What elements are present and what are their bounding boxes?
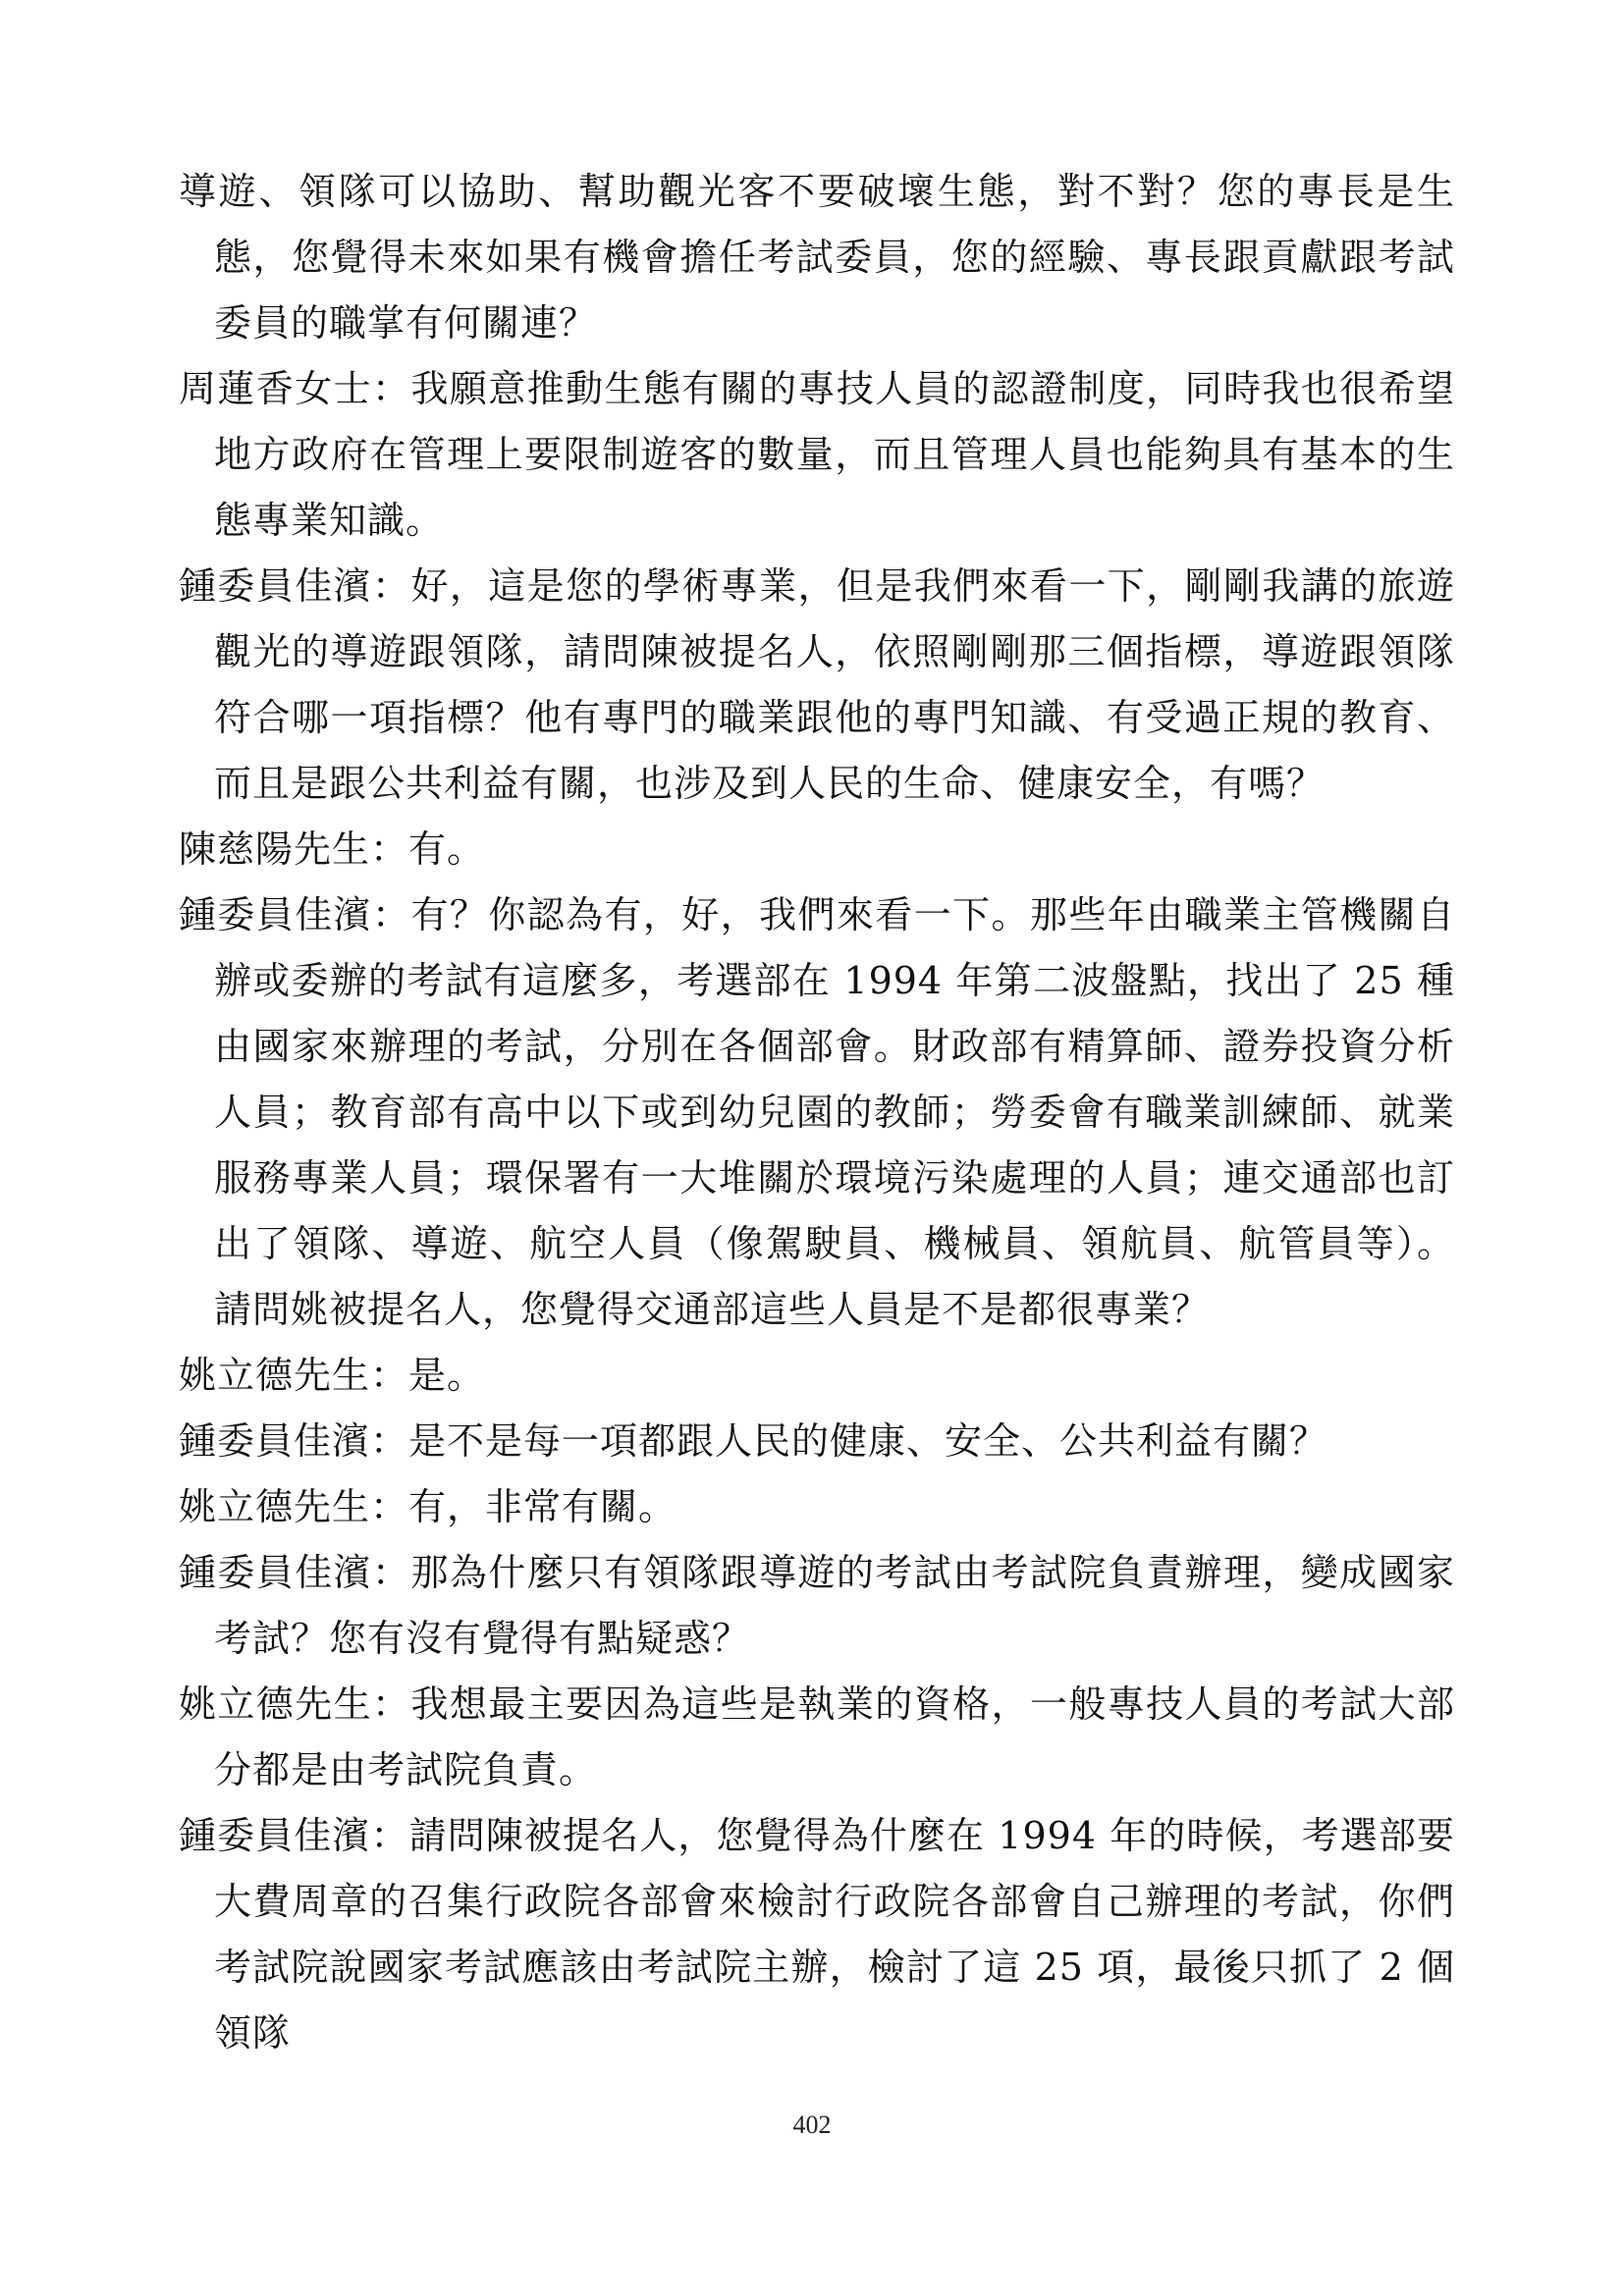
transcript-entry xyxy=(179,1672,1455,1803)
speaker-name: 姚立德先生： xyxy=(179,1682,411,1726)
page-number: 402 xyxy=(792,2110,832,2139)
transcript-entry xyxy=(179,817,1455,882)
transcript-entry xyxy=(179,1540,1455,1672)
transcript-body xyxy=(179,159,1455,2066)
speech-text: 是。 xyxy=(408,1354,486,1397)
transcript-entry xyxy=(179,1343,1455,1409)
transcript-entry xyxy=(179,1474,1455,1540)
speaker-name: 鍾委員佳濱： xyxy=(179,893,411,936)
speech-text: 有。 xyxy=(408,828,486,871)
speech-text: 我願意推動生態有關的專技人員的認證制度，同時我也很希望地方政府在管理上要限制遊客的數量，而且管理人員也能夠具有基本的生態專業知識。 xyxy=(214,367,1455,542)
speech-text: 有？你認為有，好，我們來看一下。那些年由職業主管機關自辦或委辦的考試有這麼多，考選部在 1994 年第二波盤點，找出了 25 種由國家來辦理的考試，分別在各個部會。財政部有精算師、證券投資分析人員；教育部有高中以下或到幼兒園的教師；勞委會有職業訓練師、就業服務專業人員；環保署有一大堆關於環境污染處理的人員；連交通部也訂出了領隊、導遊、航空人員（像駕駛員、機械員、領航員、航管員等）。請問姚被提名人，您覺得交通部這些人員是不是都很專業？ xyxy=(214,893,1455,1331)
speaker-name: 鍾委員佳濱： xyxy=(179,1814,409,1857)
speaker-name: 鍾委員佳濱： xyxy=(179,564,411,608)
speaker-name: 鍾委員佳濱： xyxy=(179,1419,409,1463)
speech-text: 導遊、領隊可以協助、幫助觀光客不要破壞生態，對不對？您的專長是生態，您覺得未來如果有機會擔任考試委員，您的經驗、專長跟貢獻跟考試委員的職掌有何關連？ xyxy=(179,170,1455,345)
speech-text: 好，這是您的學術專業，但是我們來看一下，剛剛我講的旅遊觀光的導遊跟領隊，請問陳被提名人，依照剛剛那三個指標，導遊跟領隊符合哪一項指標？他有專門的職業跟他的專門知識、有受過正規的教育、而且是跟公共利益有關，也涉及到人民的生命、健康安全，有嗎？ xyxy=(214,564,1455,805)
speaker-name: 姚立德先生： xyxy=(179,1354,409,1397)
speech-text: 是不是每一項都跟人民的健康、安全、公共利益有關？ xyxy=(408,1419,1328,1463)
speaker-name: 姚立德先生： xyxy=(179,1485,409,1528)
speech-text: 請問陳被提名人，您覺得為什麼在 1994 年的時候，考選部要大費周章的召集行政院各部會來檢討行政院各部會自己辦理的考試，你們考試院說國家考試應該由考試院主辦，檢討了這 25 項，最後只抓了 2 個領隊 xyxy=(214,1814,1455,2055)
transcript-entry xyxy=(179,1409,1455,1474)
speaker-name: 陳慈陽先生： xyxy=(179,828,409,871)
speech-text: 那為什麼只有領隊跟導遊的考試由考試院負責辦理，變成國家考試？您有沒有覺得有點疑惑？ xyxy=(214,1551,1455,1660)
speaker-name: 周蓮香女士： xyxy=(179,367,411,410)
transcript-entry xyxy=(179,356,1455,554)
transcript-continuation xyxy=(179,159,1455,356)
transcript-entry xyxy=(179,882,1455,1343)
speech-text: 有，非常有關。 xyxy=(408,1485,677,1528)
transcript-entry xyxy=(179,554,1455,817)
speaker-name: 鍾委員佳濱： xyxy=(179,1551,411,1594)
transcript-entry xyxy=(179,1803,1455,2066)
speech-text: 我想最主要因為這些是執業的資格，一般專技人員的考試大部分都是由考試院負責。 xyxy=(214,1682,1455,1791)
